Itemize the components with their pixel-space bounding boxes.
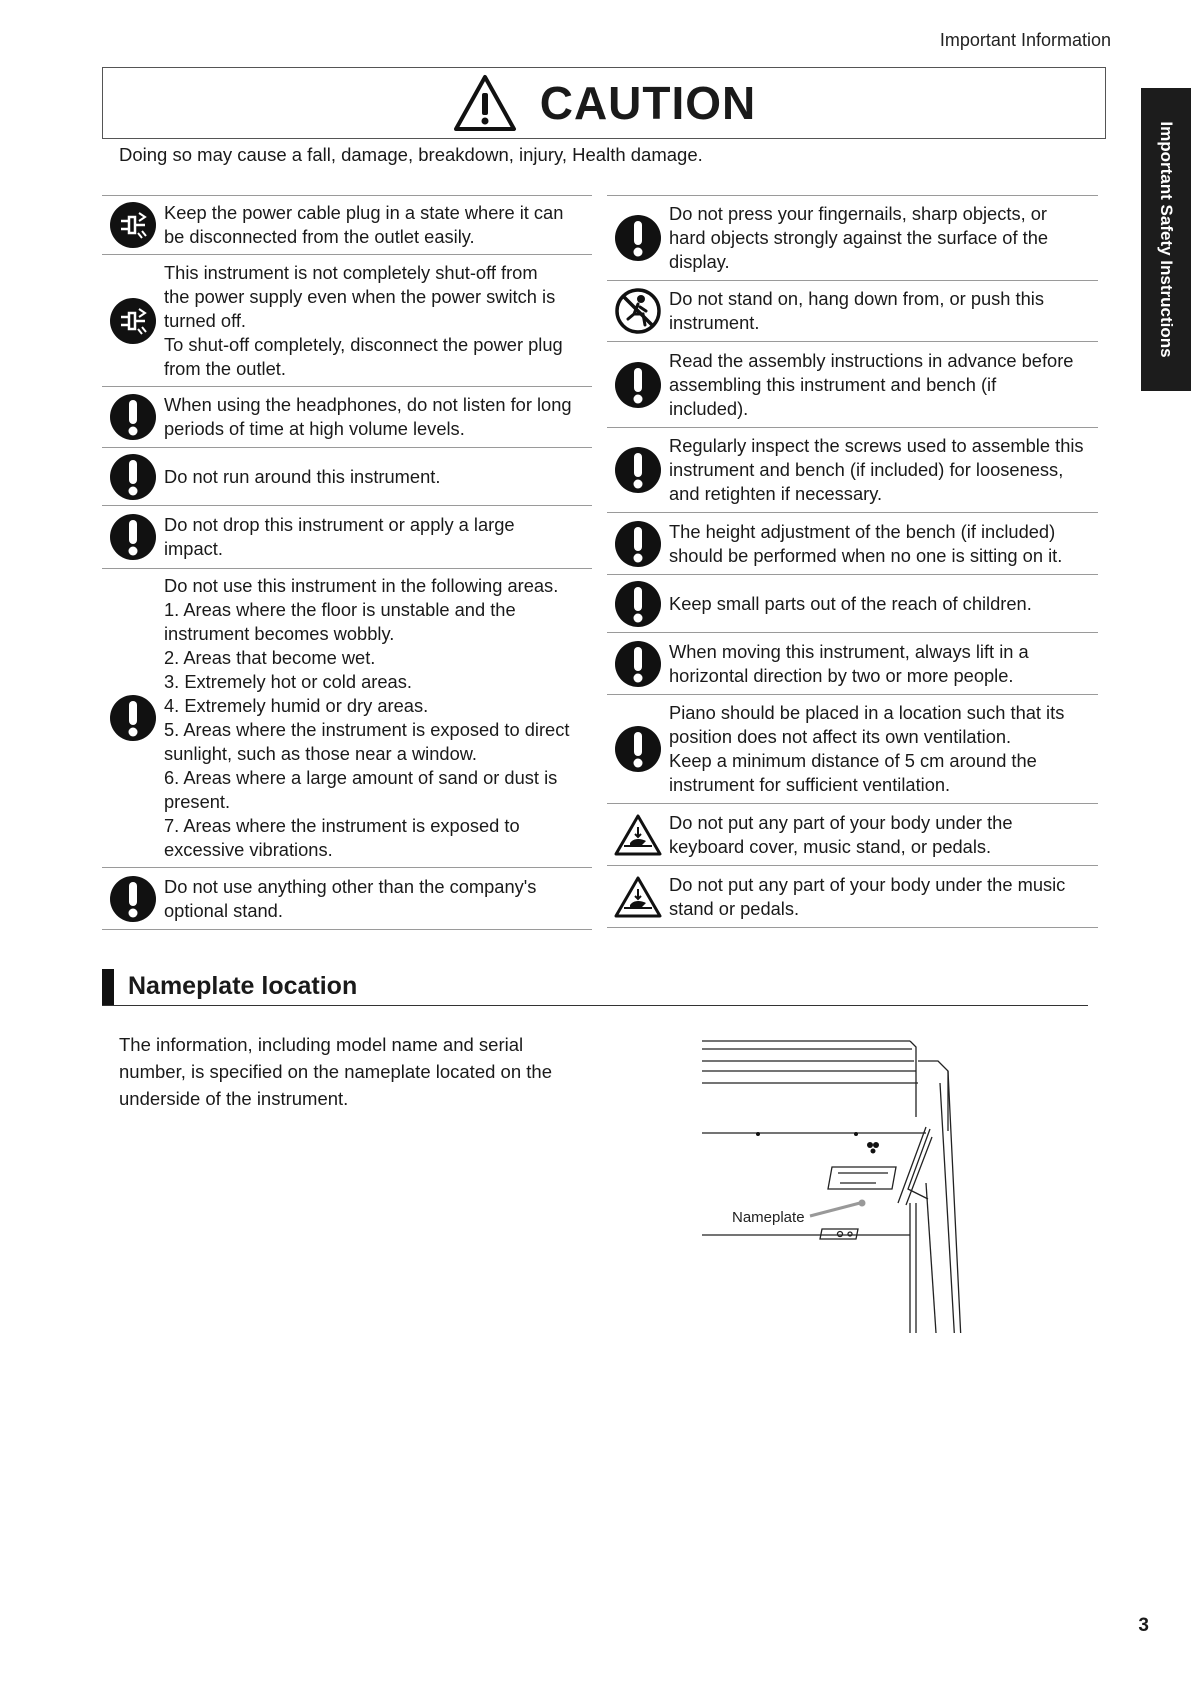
- warning-item: [607, 427, 1098, 512]
- warning-text: Regularly inspect the screws used to assemble this instrument and bench (if included) for looseness, and retighten if necessary.: [669, 435, 1084, 504]
- exclamation-icon: [109, 513, 157, 561]
- warning-item: [102, 447, 592, 505]
- warning-text: When moving this instrument, always lift in a horizontal direction by two or more people.: [669, 640, 1029, 686]
- warning-item: [607, 195, 1098, 280]
- section-marker: [102, 969, 114, 1005]
- exclamation-icon: [614, 640, 662, 688]
- section-heading: [102, 969, 1088, 1006]
- nameplate-description: The information, including model name and serial number, is specified on the nameplate located on the underside of the instrument.: [119, 1034, 552, 1109]
- exclamation-icon: [614, 214, 662, 262]
- exclamation-icon: [109, 875, 157, 923]
- warning-item: [102, 254, 592, 386]
- warning-text: Do not put any part of your body under the keyboard cover, music stand, or pedals.: [669, 811, 1013, 857]
- warning-text: Do not press your fingernails, sharp objects, or hard objects strongly against the surface of the display.: [669, 203, 1049, 272]
- warning-text: Piano should be placed in a location such that its position does not affect its own ventilation. Keep a minimum distance of 5 cm around the instrument for sufficient ventilation.: [669, 702, 1065, 795]
- warning-text: Do not use anything other than the company's optional stand.: [164, 875, 537, 921]
- warning-text: This instrument is not completely shut-off from the power supply even when the power switch is turned off. To shut-off completely, disconnect the power plug from the outlet.: [164, 261, 563, 379]
- warning-triangle-icon: [452, 73, 518, 133]
- page-number: 3: [1138, 1615, 1149, 1636]
- exclamation-icon: [614, 725, 662, 773]
- exclamation-icon: [109, 694, 157, 742]
- pinch-warning-icon: [614, 813, 662, 857]
- no-climbing-icon: [614, 287, 662, 335]
- warning-text: Keep small parts out of the reach of children.: [669, 592, 1032, 614]
- warning-text: Keep the power cable plug in a state where it can be disconnected from the outlet easily.: [164, 202, 564, 247]
- warning-item: [607, 574, 1098, 632]
- side-tab-label: Important Safety Instructions: [1157, 121, 1176, 358]
- left-warning-list: [102, 195, 592, 930]
- warning-text: Do not drop this instrument or apply a large impact.: [164, 514, 515, 559]
- exclamation-icon: [109, 453, 157, 501]
- warning-item: [607, 512, 1098, 574]
- exclamation-icon: [109, 393, 157, 441]
- nameplate-callout-label: Nameplate: [732, 1209, 805, 1226]
- warning-item: [607, 865, 1098, 928]
- section-title: Nameplate location: [128, 972, 358, 1000]
- warning-item: [607, 341, 1098, 427]
- caution-intro: Doing so may cause a fall, damage, breakdown, injury, Health damage.: [119, 144, 703, 165]
- warning-text: When using the headphones, do not listen for long periods of time at high volume levels.: [164, 394, 572, 439]
- warning-item: [102, 386, 592, 447]
- side-tab: [1141, 88, 1191, 391]
- pinch-warning-icon: [614, 875, 662, 919]
- warning-text: Read the assembly instructions in advance before assembling this instrument and bench (if included).: [669, 349, 1074, 419]
- warning-item: [102, 867, 592, 930]
- warning-text: Do not use this instrument in the following areas. 1. Areas where the floor is unstable and the instrument becomes wobbly. 2. Areas that become wet. 3. Extremely hot or cold areas. 4. Extremely humid or dry areas. 5. Areas where the instrument is exposed to direct sunlight, such as those near a window. 6. Areas where a large amount of sand or dust is present. 7. Areas where the instrument is exposed to excessive vibrations.: [164, 575, 570, 860]
- warning-item: [607, 632, 1098, 694]
- unplug-icon: [109, 201, 157, 249]
- unplug-icon: [109, 297, 157, 345]
- warning-item: [607, 803, 1098, 865]
- warning-text: Do not stand on, hang down from, or push this instrument.: [669, 288, 1044, 333]
- warning-item: [102, 505, 592, 568]
- warning-text: The height adjustment of the bench (if included) should be performed when no one is sitting on it.: [669, 520, 1063, 566]
- exclamation-icon: [614, 361, 662, 409]
- caution-banner: [102, 67, 1106, 139]
- running-head: Important Information: [939, 30, 1111, 50]
- right-warning-list: [607, 195, 1098, 928]
- exclamation-icon: [614, 446, 662, 494]
- caution-title: CAUTION: [539, 77, 757, 129]
- warning-item: [607, 280, 1098, 341]
- nameplate-illustration: [700, 1033, 1000, 1333]
- warning-item: [102, 568, 592, 867]
- exclamation-icon: [614, 580, 662, 628]
- warning-item: [607, 694, 1098, 803]
- warning-text: Do not run around this instrument.: [164, 465, 441, 487]
- exclamation-icon: [614, 520, 662, 568]
- warning-text: Do not put any part of your body under the music stand or pedals.: [669, 873, 1066, 919]
- warning-item: [102, 195, 592, 254]
